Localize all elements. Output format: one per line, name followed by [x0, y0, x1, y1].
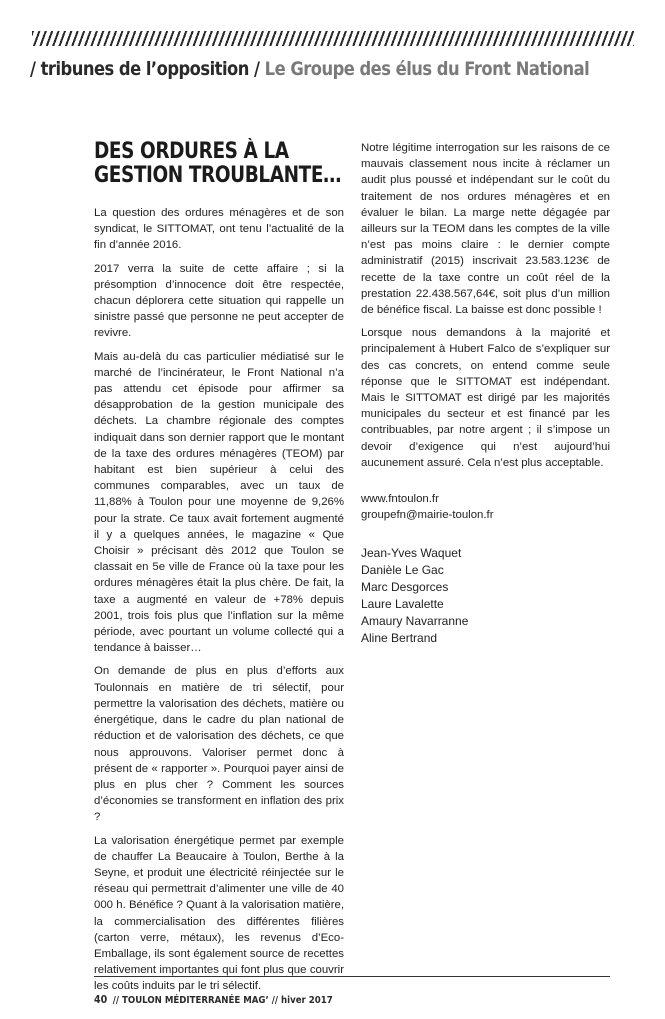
header-hatch-rule	[32, 31, 634, 46]
website-link[interactable]: www.fntoulon.fr	[361, 493, 439, 506]
paragraph: La question des ordures ménagères et de son syndicat, le SITTOMAT, ont tenu l’actualité de la fin d’année 2016.	[94, 207, 344, 252]
publication-name: // TOULON MÉDITERRANÉE MAG’ // hiver 2017	[112, 995, 333, 1006]
left-column	[94, 140, 344, 1002]
contact-links	[361, 491, 610, 523]
paragraph: Notre légitime interrogation sur les raisons de ce mauvais classement nous incite à réclamer un audit plus poussé et indépendant sur le coût du traitement de nos ordures ménagères et en évaluer le bilan. La marge nette dégagée par ailleurs sur la TEOM dans les comptes de la ville n’est pas moins claire : le dernier compte administratif (2015) inscrivait 23.583.123€ de recette de la taxe contre un coût réel de la prestation 22.438.567,64€, soit plus d’un million de bénéfice fiscal. La baisse est donc possible !	[361, 142, 610, 317]
section-title: / tribunes de l’opposition /	[30, 58, 260, 80]
signature-name: Danièle Le Gac	[361, 563, 444, 578]
right-column	[361, 140, 610, 647]
signature-name: Amaury Navarranne	[361, 614, 469, 629]
signature-name: Aline Bertrand	[361, 631, 438, 646]
page-footer	[94, 993, 333, 1006]
paragraph: Mais au-delà du cas particulier médiatisé sur le marché de l’incinérateur, le Front National n’a pas attendu cet épisode pour affirmer sa désapprobation de la gestion municipale des déchets. La chambre régionale des comptes indiquait dans son dernier rapport que le montant de la taxe des ordures ménagères (TEOM) par habitant est bien supérieur à celui des communes comparables, avec un taux de 11,88% à Toulon pour une moyenne de 9,26% pour la strate. Ce taux avait fortement augmenté il y a quelques années, le magazine « Que Choisir » précisant dès 2012 que Toulon se classait en 5e ville de France où la taxe pour les ordures ménagères était la plus chère. De fait, la taxe a augmenté en valeur de +78% depuis 2001, trois fois plus que l’inflation sur la même période, avec pourtant un volume collecté qui a tendance à baisser…	[94, 350, 344, 655]
page-number: 40	[94, 993, 108, 1006]
signature-name: Marc Desgorces	[361, 580, 449, 595]
signature-name: Jean-Yves Waquet	[361, 546, 462, 561]
signature-name: Laure Lavalette	[361, 597, 444, 612]
signature-list	[361, 545, 610, 647]
section-header	[30, 58, 589, 80]
email-link[interactable]: groupefn@mairie-toulon.fr	[361, 509, 494, 522]
footer-divider	[94, 976, 610, 977]
paragraph: Lorsque nous demandons à la majorité et principalement à Hubert Falco de s’expliquer sur des cas concrets, on entend comme seule réponse que le SITTOMAT est indépendant. Mais le SITTOMAT est dirigé par les majorités municipales du secteur et est financé par les contribuables, par notre argent ; il s’impose un devoir d’exigence qui n’est aujourd’hui aucunement assuré. Cela n’est plus acceptable.	[361, 327, 610, 469]
paragraph: La valorisation énergétique permet par exemple de chauffer La Beaucaire à Toulon, Berthe à la Seyne, et produit une électricité réinjectée sur le réseau qui permettrait d’alimenter une ville de 40 000 h. Bénéfice ? Quant à la valorisation matière, la commercialisation des différentes filières (carton verre, métaux), les revenus d’Eco-Emballage, ils sont également source de recettes relativement importantes qui font plus que couvrir les coûts induits par le tri sélectif.	[94, 834, 344, 993]
paragraph: 2017 verra la suite de cette affaire ; si la présomption d’innocence doit être respectée, chacun déplorera cette situation qui rappelle un sinistre passé que personne ne peut accepter de revivre.	[94, 262, 344, 340]
article-title: DES ORDURES À LA GESTION TROUBLANTE…	[94, 139, 342, 188]
group-title: Le Groupe des élus du Front National	[264, 58, 590, 80]
paragraph: On demande de plus en plus d’efforts aux Toulonnais en matière de tri sélectif, pour permettre la valorisation des déchets, matière ou énergétique, dans le cadre du plan national de réduction et de valorisation des déchets, ce que nous approuvons. Valoriser permet donc à présent de « rapporter ». Pourquoi payer ainsi de plus en plus cher ? Comment les sources d’économies se transforment en inflation des prix ?	[94, 665, 344, 824]
